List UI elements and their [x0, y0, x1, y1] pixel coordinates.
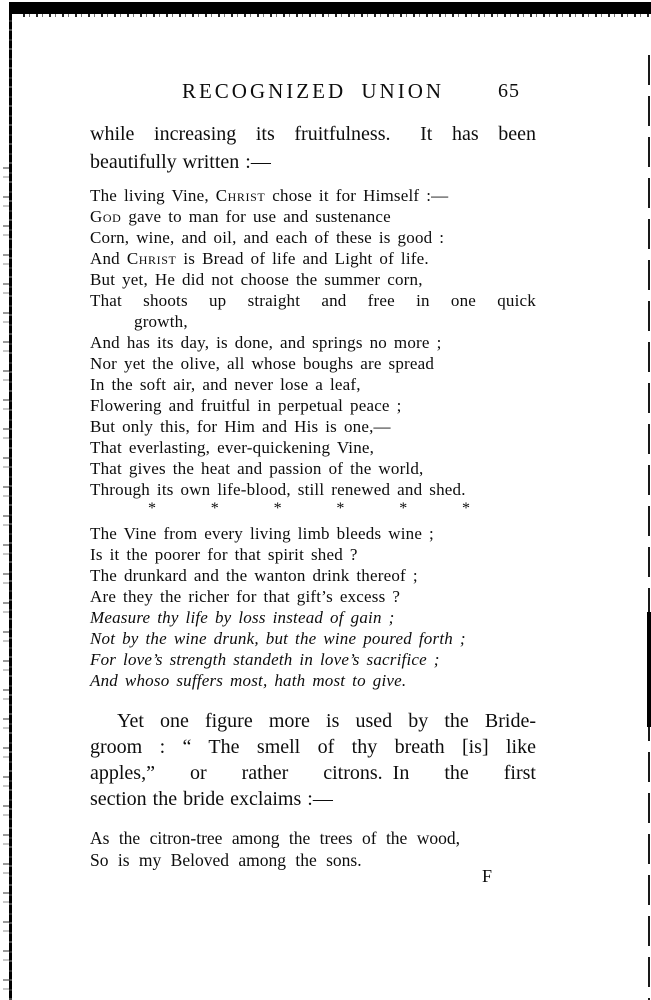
- verse-line-italic: And whoso suffers most, hath most to give.: [90, 671, 407, 690]
- quote-citron: [90, 828, 536, 871]
- verse-line-runover: growth,: [134, 312, 188, 331]
- scan-right-edge-artifact: [648, 55, 650, 1000]
- asterisk: *: [399, 500, 408, 517]
- scan-top-edge-artifact: [9, 2, 651, 14]
- paragraph-line: section the bride exclaims :—: [90, 788, 333, 810]
- verse-line: The Vine from every living limb bleeds wine ;: [90, 524, 434, 543]
- scan-left-speckle-artifact: [3, 160, 10, 1000]
- verse-line: Through its own life-blood, still renewed and shed.: [90, 480, 466, 499]
- verse-line: Is it the poorer for that spirit shed ?: [90, 545, 358, 564]
- scan-right-edge-thick-artifact: [647, 612, 651, 727]
- quote-line: As the citron-tree among the trees of the wood,: [90, 828, 460, 848]
- verse-line: That shoots up straight and free in one quick: [90, 291, 536, 310]
- verse-line: But yet, He did not choose the summer corn,: [90, 270, 423, 289]
- verse-block-2: [90, 523, 536, 691]
- verse-line: That everlasting, ever-quickening Vine,: [90, 438, 375, 457]
- asterisk: *: [148, 500, 156, 517]
- verse-line: The living Vine, Christ chose it for Himself :—: [90, 186, 449, 205]
- paragraph-intro: [90, 120, 536, 176]
- verse-block-1: [90, 185, 536, 500]
- asterisk: *: [273, 500, 282, 517]
- running-header: [90, 79, 536, 104]
- asterisk: *: [461, 500, 470, 517]
- paragraph-line: Yet one figure more is used by the Bride-: [117, 710, 536, 732]
- asterisk: *: [210, 500, 219, 517]
- verse-line: Corn, wine, and oil, and each of these is good :: [90, 228, 445, 247]
- verse-line: But only this, for Him and His is one,—: [90, 417, 391, 436]
- verse-line: God gave to man for use and sustenance: [90, 207, 391, 226]
- verse-line: In the soft air, and never lose a leaf,: [90, 375, 361, 394]
- verse-line: That gives the heat and passion of the world,: [90, 459, 424, 478]
- verse-line: The drunkard and the wanton drink thereof ;: [90, 566, 418, 585]
- paragraph-line: while increasing its fruitfulness. It has been: [90, 123, 536, 145]
- signature-mark: F: [482, 866, 493, 886]
- verse-line-italic: For love’s strength standeth in love’s sacrifice ;: [90, 650, 440, 669]
- verse-line-italic: Not by the wine drunk, but the wine poured forth ;: [90, 629, 466, 648]
- paragraph-line: beautifully written :—: [90, 151, 271, 173]
- verse-line: Are they the richer for that gift’s excess ?: [90, 587, 401, 606]
- page-number: 65: [498, 80, 520, 102]
- asterisk: *: [336, 500, 345, 517]
- paragraph-line: apples,” or rather citrons. In the first: [90, 762, 536, 784]
- asterisk-separator: [90, 500, 536, 518]
- verse-line: And has its day, is done, and springs no more ;: [90, 333, 442, 352]
- paragraph-line: groom : “ The smell of thy breath [is] like: [90, 736, 536, 758]
- verse-line: Flowering and fruitful in perpetual peace ;: [90, 396, 402, 415]
- verse-line: Nor yet the olive, all whose boughs are spread: [90, 354, 435, 373]
- header-title: RECOGNIZED UNION: [181, 79, 445, 103]
- verse-line: And Christ is Bread of life and Light of life.: [90, 249, 429, 268]
- quote-line: So is my Beloved among the sons.: [90, 849, 362, 870]
- paragraph-bridegroom: [90, 708, 536, 812]
- verse-line-italic: Measure thy life by loss instead of gain ;: [90, 608, 395, 627]
